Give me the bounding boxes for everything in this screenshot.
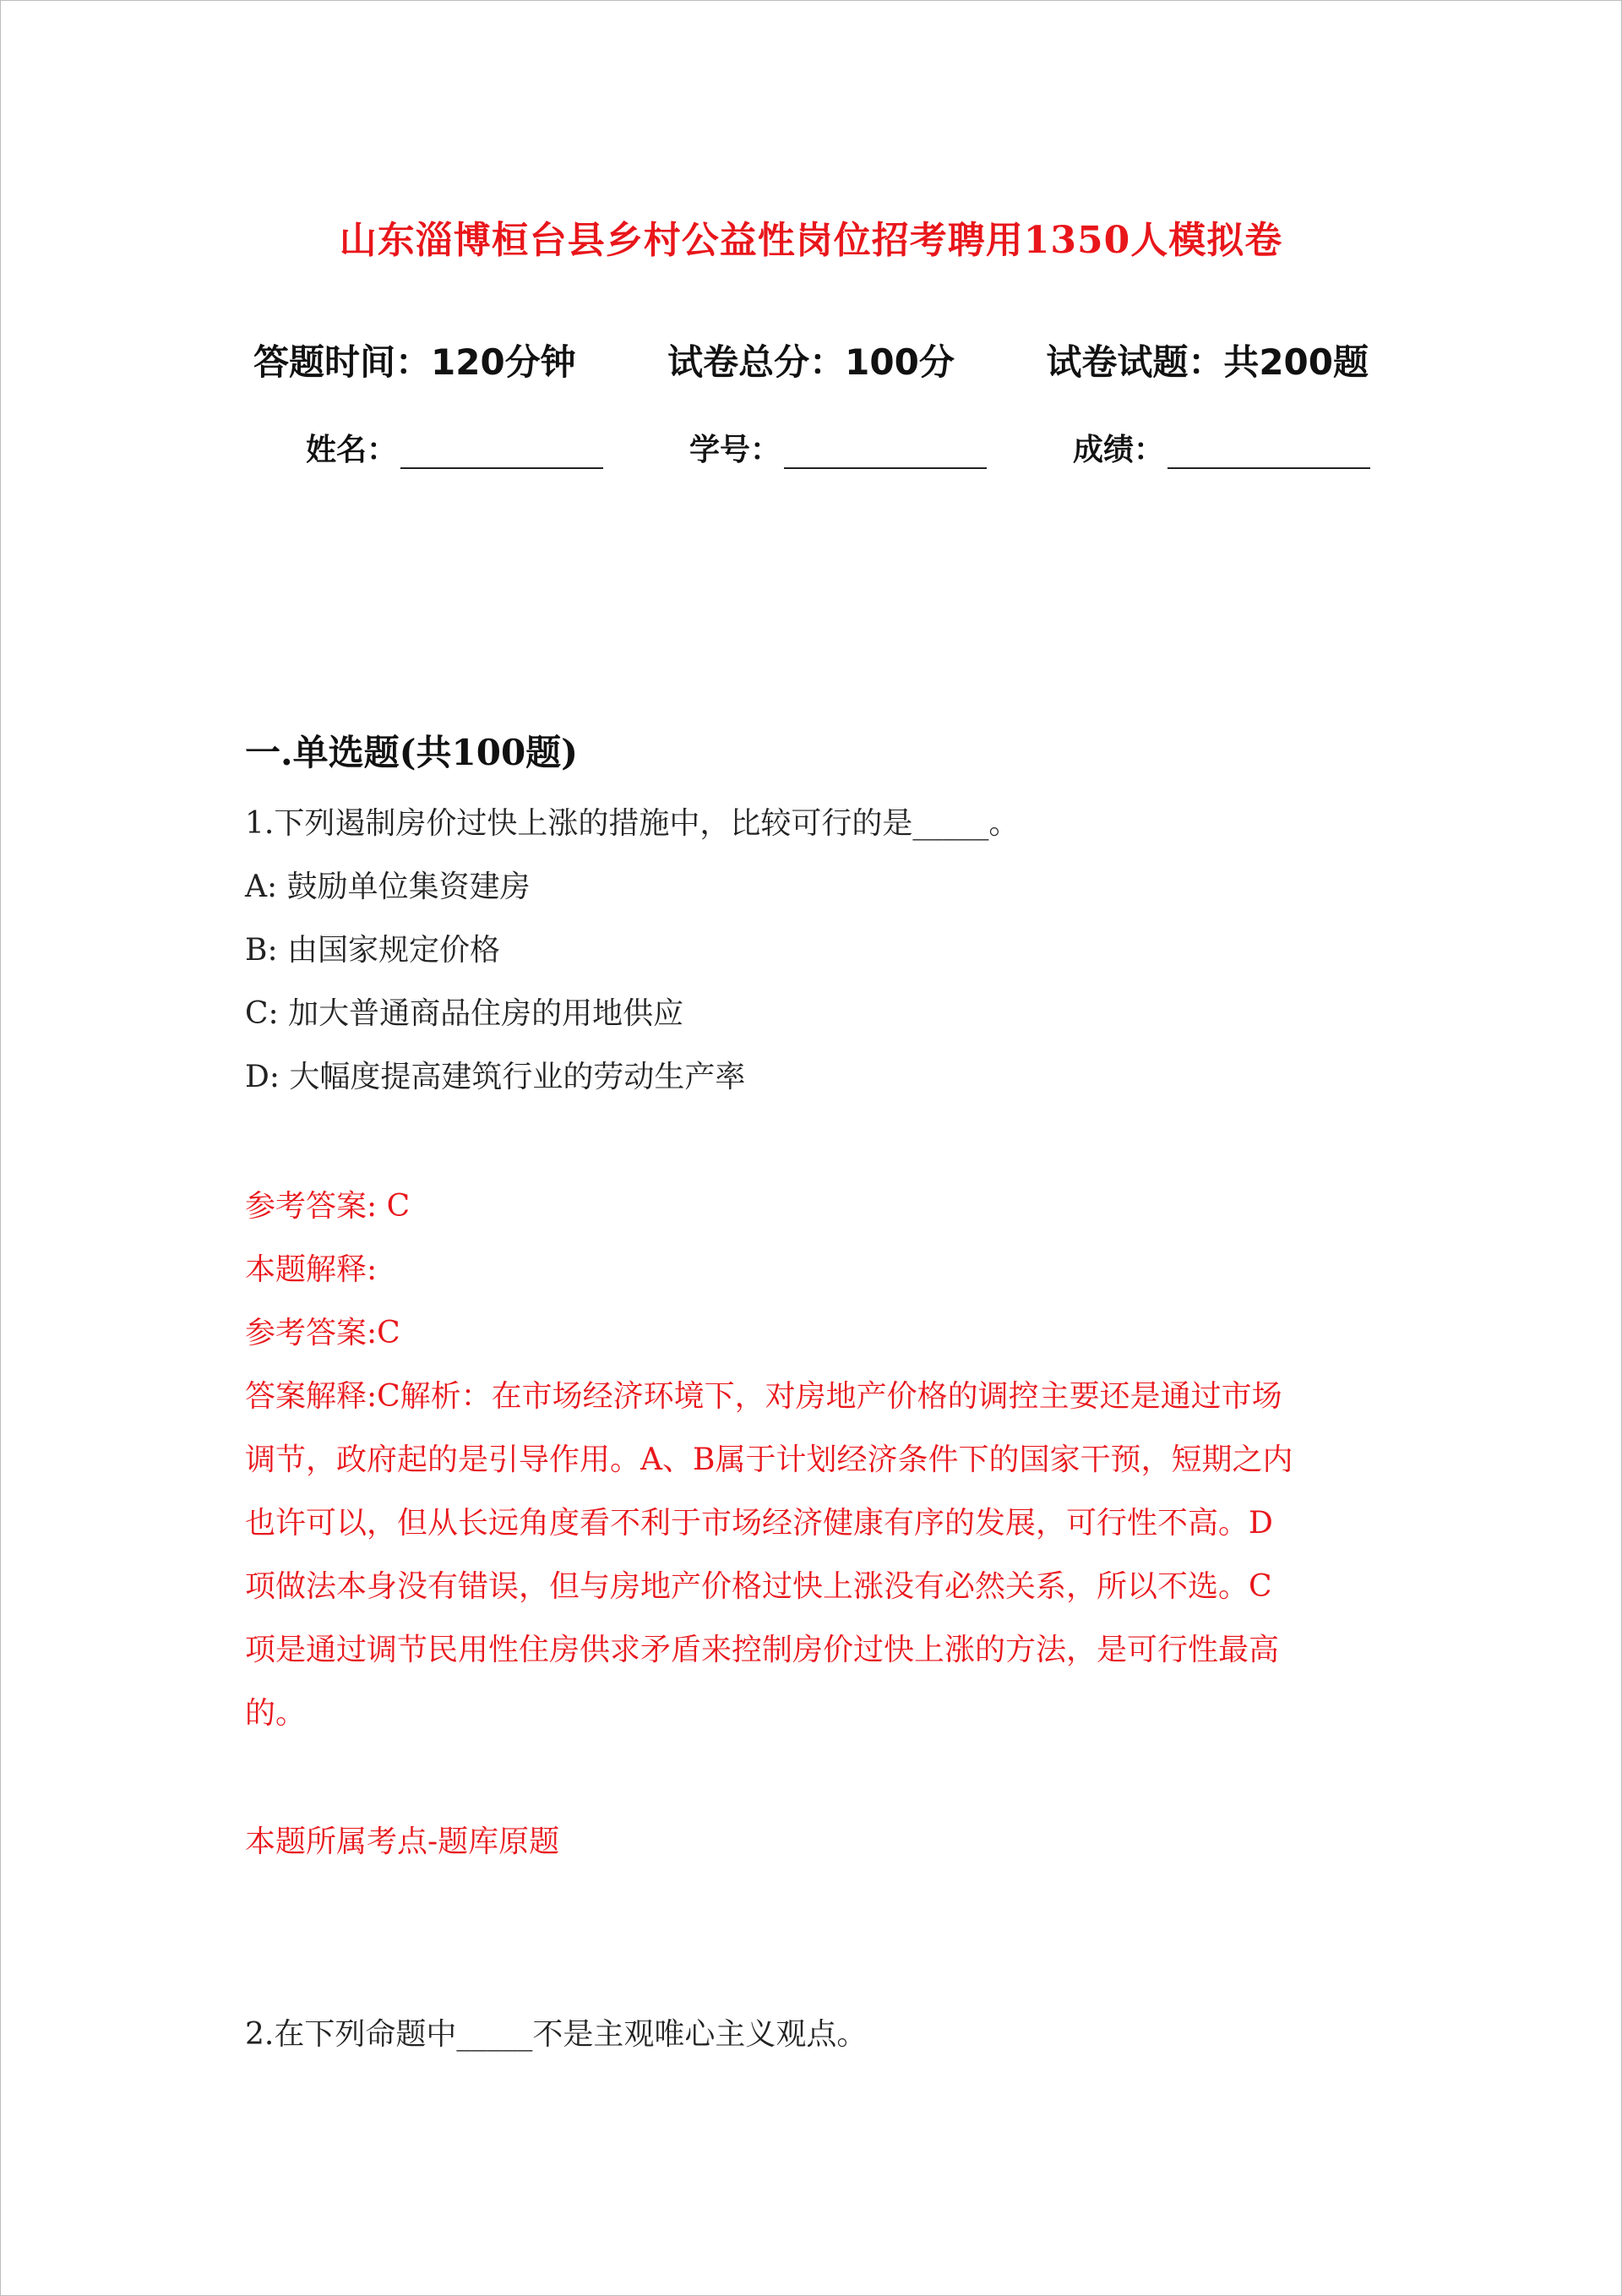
exam-meta	[253, 335, 1369, 385]
student-info	[306, 426, 1370, 469]
name-label: 姓名：	[306, 433, 398, 467]
exam-question-count: 试卷试题：共200题	[1046, 341, 1369, 383]
id-field	[689, 426, 987, 469]
question-1-answer: 参考答案: C	[245, 1189, 411, 1224]
question-1-answer-repeat: 参考答案:C	[245, 1316, 400, 1350]
section-heading: 一.单选题(共100题)	[245, 732, 579, 773]
explanation-line: 项做法本身没有错误，但与房地产价格过快上涨没有必然关系，所以不选。C	[245, 1569, 1272, 1604]
question-1-explain-label: 本题解释:	[245, 1252, 378, 1287]
exam-time: 答题时间：120分钟	[253, 341, 576, 383]
grade-blank	[1168, 439, 1370, 469]
question-1-option-d: D: 大幅度提高建筑行业的劳动生产率	[245, 1060, 746, 1094]
name-blank	[400, 439, 603, 469]
id-blank	[784, 439, 987, 469]
question-1-answer-block	[245, 1175, 1369, 1365]
question-1-source	[245, 1810, 1369, 1873]
name-field	[306, 426, 603, 469]
exam-title: 山东淄博桓台县乡村公益性岗位招考聘用1350人模拟卷	[339, 219, 1283, 262]
explanation-line: 调节，政府起的是引导作用。A、B属于计划经济条件下的国家干预，短期之内	[245, 1442, 1293, 1477]
question-1-explanation	[245, 1365, 1369, 1745]
question-1-option-a: A: 鼓励单位集资建房	[245, 870, 531, 904]
grade-field	[1073, 426, 1370, 469]
question-1-option-b: B: 由国家规定价格	[245, 933, 501, 968]
question-1-option-c: C: 加大普通商品住房的用地供应	[245, 996, 684, 1031]
question-1-text: 1.下列遏制房价过快上涨的措施中，比较可行的是_____。	[245, 806, 1020, 841]
question-1	[245, 792, 1369, 1109]
explanation-line: 项是通过调节民用性住房供求矛盾来控制房价过快上涨的方法，是可行性最高	[245, 1633, 1280, 1667]
explanation-line: 答案解释:C解析：在市场经济环境下，对房地产价格的调控主要还是通过市场	[245, 1379, 1282, 1414]
question-2	[245, 2003, 1369, 2066]
exam-total-score: 试卷总分：100分	[667, 341, 955, 383]
id-label: 学号：	[689, 433, 781, 467]
explanation-line: 的。	[245, 1696, 307, 1731]
question-2-text: 2.在下列命题中_____不是主观唯心主义观点。	[245, 2017, 868, 2052]
grade-label: 成绩：	[1072, 433, 1164, 467]
question-1-source-text: 本题所属考点-题库原题	[245, 1824, 560, 1859]
explanation-line: 也许可以，但从长远角度看不利于市场经济健康有序的发展，可行性不高。D	[245, 1506, 1273, 1541]
